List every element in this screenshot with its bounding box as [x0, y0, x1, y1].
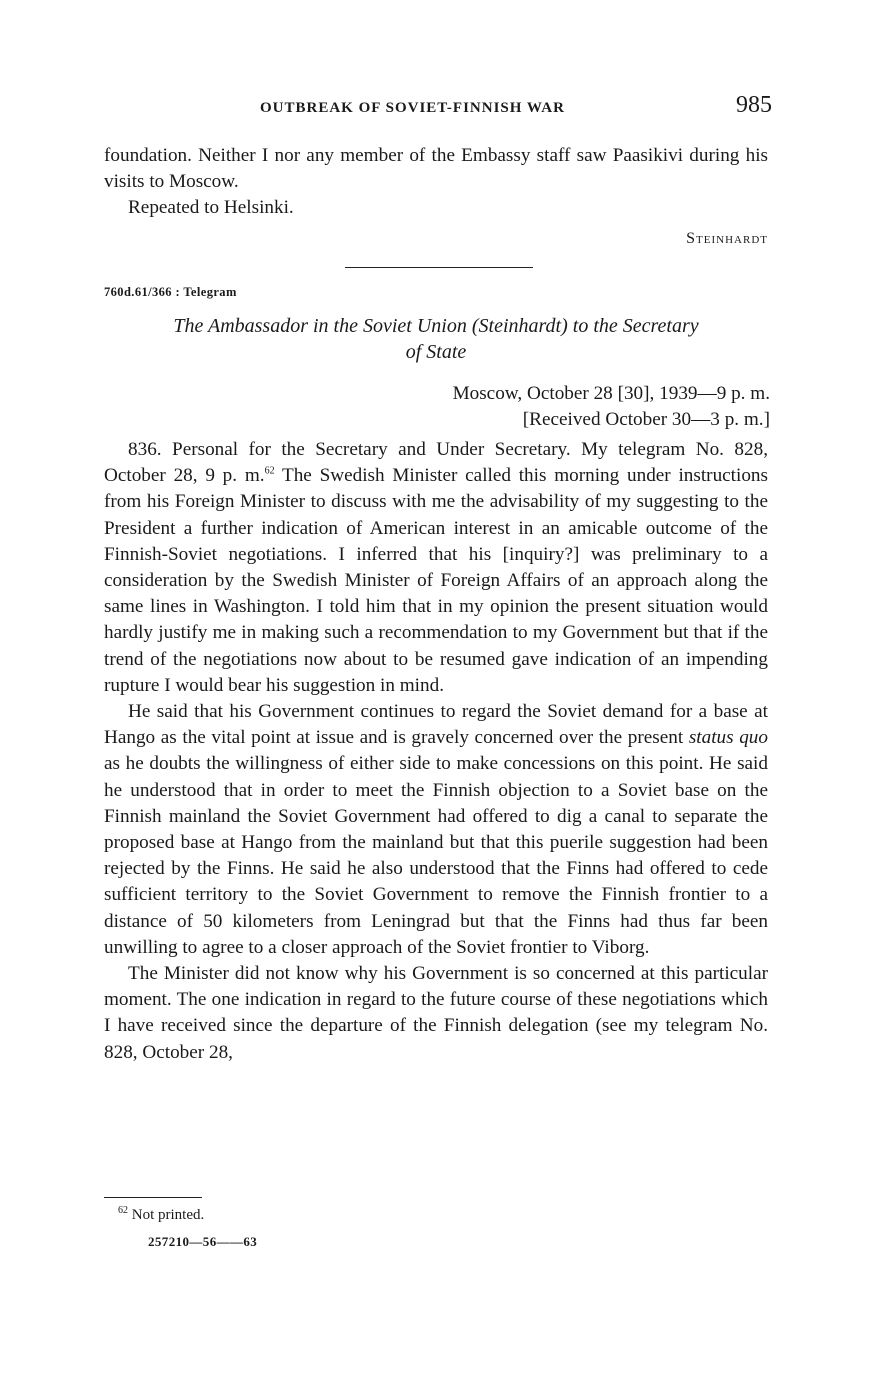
section-divider: [345, 267, 533, 268]
telegram-body: [104, 437, 768, 1066]
paragraph-2-start: He said that his Government continues to regard the Soviet demand for a base at Hango as the vital point at issue and is gravely concerned over the present: [104, 701, 768, 749]
signature: Steinhardt: [686, 229, 768, 247]
paragraph-1: [104, 437, 768, 699]
footnote-reference: 62: [264, 465, 275, 477]
paragraph-3: The Minister did not know why his Government is so concerned at this particular moment. The one indication in regard to the future course of these negotiations which I have received since the departure of the Finnish delegation (see my telegram No. 828, October 28,: [104, 963, 768, 1063]
footnote: [118, 1207, 204, 1224]
footnote-number: 62: [118, 1205, 128, 1216]
heading-line-1: The Ambassador in the Soviet Union (Steinhardt) to the Secretary: [173, 315, 699, 337]
repeated-line: Repeated to Helsinki.: [128, 197, 294, 219]
paragraph-1-start: 836. Personal for the Secretary and Under Secretary. My telegram No. 828, October 28, 9 p. m.: [104, 439, 768, 487]
document-heading: [104, 313, 768, 365]
heading-line-2: of State: [405, 341, 467, 363]
opening-block: [104, 143, 768, 252]
received-line: [Received October 30—3 p. m.]: [522, 409, 770, 430]
print-code: 257210—56——63: [148, 1234, 258, 1249]
dateline: Moscow, October 28 [30], 1939—9 p. m.: [452, 383, 770, 404]
running-head-title: OUTBREAK OF SOVIET-FINNISH WAR: [260, 100, 565, 116]
paragraph-1-rest: The Swedish Minister called this morning under instructions from his Foreign Minister to discuss with me the advisability of my suggesting to the President a further indication of American interest in an amicable outcome of the Finnish-Soviet negotiations. I inferred that his [inquiry?] was preliminary to a consideration by the Swedish Minister of Foreign Affairs of an approach along the same lines in Washington. I told him that in my opinion the present situation would hardly justify me in making such a recommendation to my Government but that if the trend of the negotiations now about to be resumed gave indication of an impending rupture I would bear his suggestion in mind.: [104, 465, 768, 696]
paragraph-2: [104, 699, 768, 961]
file-reference: 760d.61/366 : Telegram: [104, 285, 237, 299]
footnote-rule: [104, 1197, 202, 1198]
opening-paragraph: foundation. Neither I nor any member of the Embassy staff saw Paasikivi during his visits to Moscow.: [104, 145, 768, 193]
page-number: 985: [736, 92, 772, 118]
paragraph-2-rest: as he doubts the willingness of either side to make concessions on this point. He said he understood that in order to meet the Finnish objection to a Soviet base on the Finnish mainland the Soviet Government had offered to dig a canal to separate the proposed base at Hango from the mainland but that this puerile suggestion had been rejected by the Finns. He said he also understood that the Finns had offered to cede sufficient territory to the Soviet Government to remove the Finnish frontier to a distance of 50 kilometers from Leningrad but that the Finns had thus far been unwilling to agree to a closer approach of the Soviet frontier to Viborg.: [104, 753, 768, 958]
footnote-text: Not printed.: [131, 1207, 205, 1223]
dateline-block: [340, 381, 770, 433]
latin-phrase: status quo: [688, 727, 768, 749]
